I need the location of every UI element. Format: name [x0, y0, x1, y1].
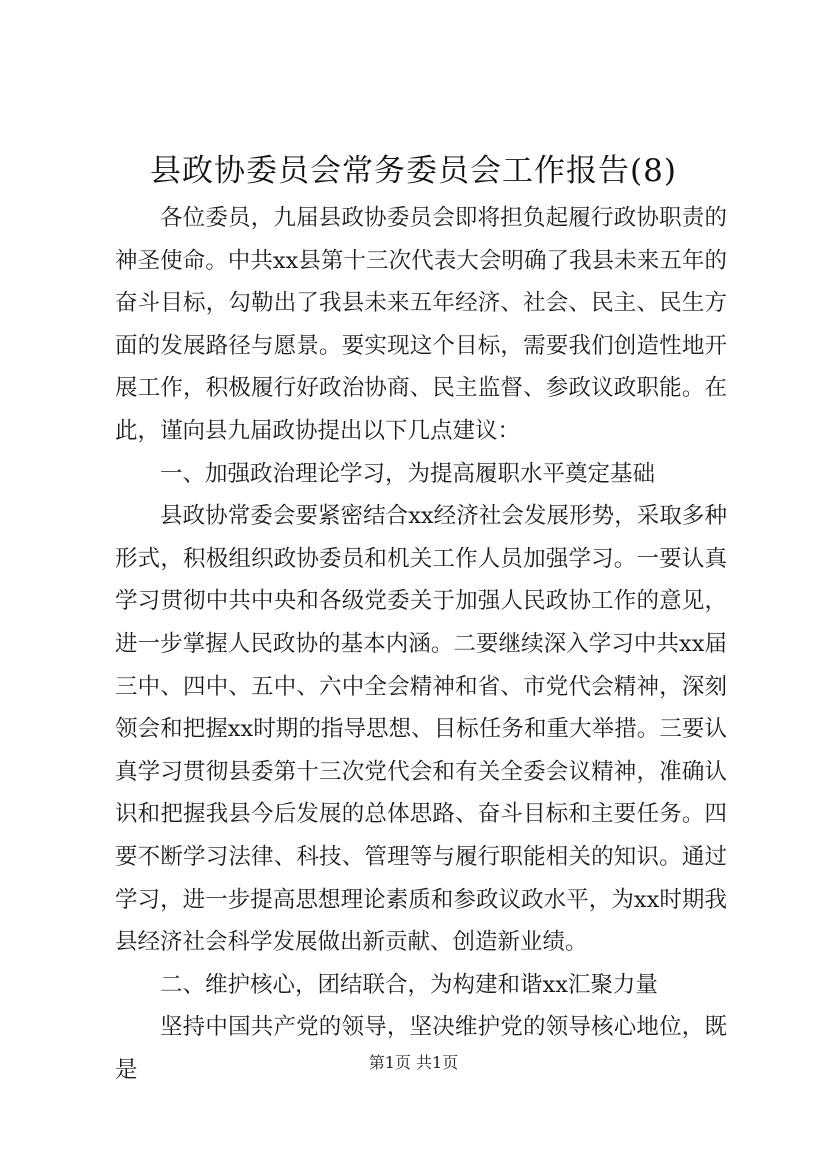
- paragraph-section-1: 县政协常委会要紧密结合xx经济社会发展形势，采取多种形式，积极组织政协委员和机关工作人员加强学习。一要认真学习贯彻中共中央和各级党委关于加强人民政协工作的意见，进一步掌握人民政协的基本内涵。二要继续深入学习中共xx届三中、四中、五中、六中全会精神和省、市党代会精神，深刻领会和把握xx时期的指导思想、目标任务和重大举措。三要认真学习贯彻县委第十三次党代会和有关全委会议精神，准确认识和把握我县今后发展的总体思路、奋斗目标和主要任务。四要不断学习法律、科技、管理等与履行职能相关的知识。通过学习，进一步提高思想理论素质和参政议政水平，为xx时期我县经济社会科学发展做出新贡献、创造新业绩。: [115, 503, 727, 956]
- section-heading-2: 二、维护核心，团结联合，为构建和谐xx汇聚力量: [160, 971, 658, 998]
- paragraph-section-2: 坚持中国共产党的领导，坚决维护党的领导核心地位，既是: [115, 1014, 727, 1083]
- section-heading-1: 一、加强政治理论学习，为提高履职水平奠定基础: [160, 460, 656, 487]
- paragraph-intro: 各位委员，九届县政协委员会即将担负起履行政协职责的神圣使命。中共xx县第十三次代表大会明确了我县未来五年的奋斗目标，勾勒出了我县未来五年经济、社会、民主、民生方面的发展路径与愿景。要实现这个目标，需要我们创造性地开展工作，积极履行好政治协商、民主监督、参政议政职能。在此，谨向县九届政协提出以下几点建议：: [115, 205, 727, 444]
- page-footer: 第1页 共1页: [368, 1053, 459, 1072]
- document-title: 县政协委员会常务委员会工作报告(8): [150, 153, 677, 189]
- document-body: [115, 197, 727, 1091]
